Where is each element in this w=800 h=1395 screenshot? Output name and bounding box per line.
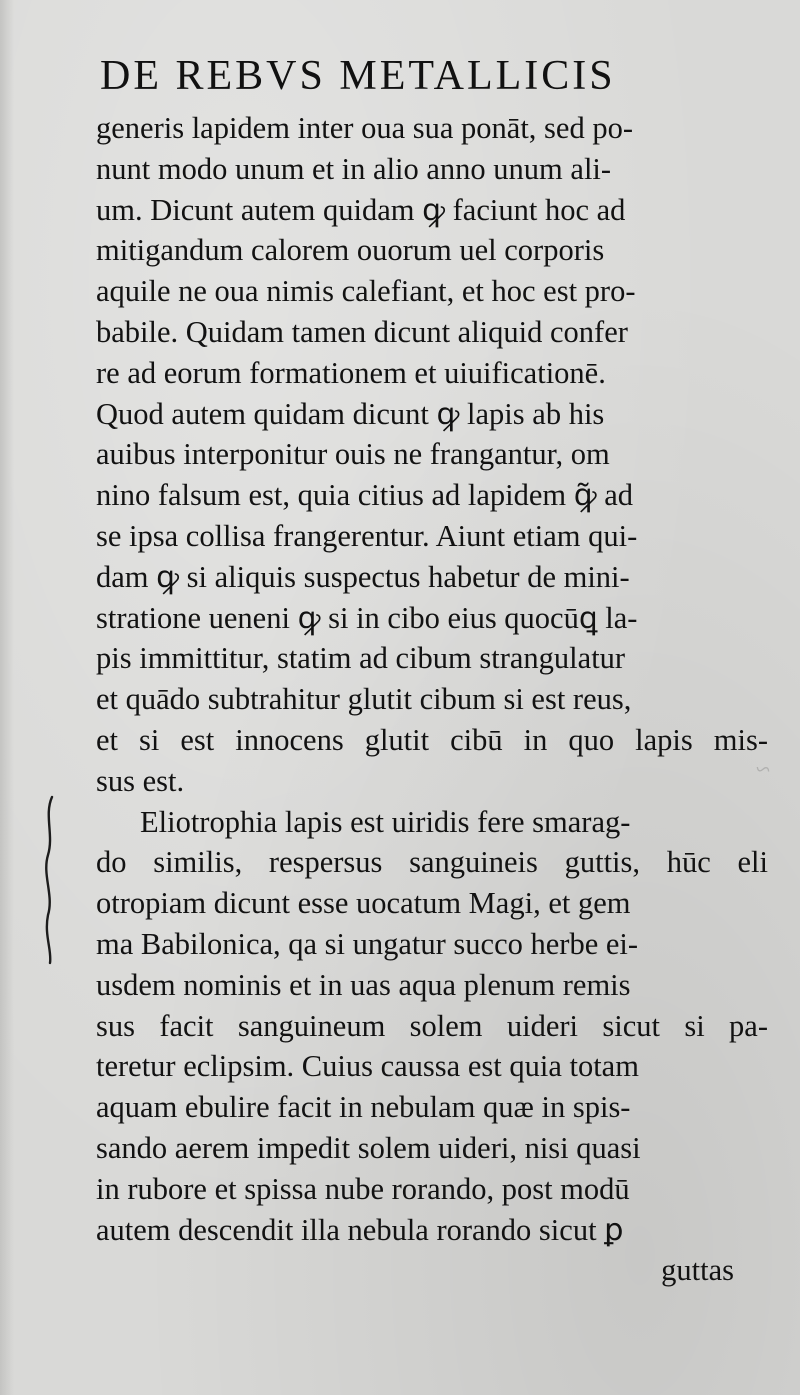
text-line: generis lapidem inter oua sua ponāt, sed po- (96, 111, 633, 145)
text-line: stratione ueneni ꝙ si in cibo eius quocūꝗ la- (96, 600, 638, 635)
text-line: otropiam dicunt esse uocatum Magi, et gem (96, 886, 631, 921)
text-line: dam ꝙ si aliquis suspectus habetur de mini- (96, 559, 630, 594)
text-line: aquam ebulire facit in nebulam quæ in spis- (96, 1090, 631, 1125)
text-line: babile. Quidam tamen dicunt aliquid confer (96, 314, 628, 349)
running-head: DE REBVS METALLICIS (100, 53, 616, 99)
text-line: nunt modo unum et in alio anno unum ali- (96, 151, 612, 186)
body-text (96, 108, 768, 1291)
text-line: in rubore et spissa nube rorando, post modū (96, 1171, 630, 1206)
text-line: teretur eclipsim. Cuius caussa est quia totam (96, 1049, 639, 1084)
text-line: ma Babilonica, qa si ungatur succo herbe ei- (96, 926, 639, 961)
text-line: autem descendit illa nebula rorando sicut ꝑ (96, 1212, 624, 1247)
text-line: sando aerem impedit solem uideri, nisi quasi (96, 1130, 641, 1165)
text-line: nino falsum est, quia citius ad lapidem ꝙ̃ ad (96, 478, 634, 513)
paragraph-start-line: Eliotrophia lapis est uiridis fere smarag- (140, 804, 631, 839)
text-line: do similis, respersus sanguineis guttis, hūc eli (96, 845, 768, 880)
text-line: um. Dicunt autem quidam ꝙ faciunt hoc ad (96, 192, 626, 227)
text-line: pis immittitur, statim ad cibum strangulatur (96, 641, 626, 676)
text-line: et quādo subtrahitur glutit cibum si est reus, (96, 682, 632, 717)
text-line: re ad eorum formationem et uiuificationē. (96, 355, 606, 390)
show-through-text: ~ (755, 755, 770, 784)
text-line: Quod autem quidam dicunt ꝙ lapis ab his (96, 396, 605, 431)
text-line: sus facit sanguineum solem uideri sicut si pa- (96, 1008, 769, 1043)
text-line: sus est. (96, 763, 185, 798)
margin-bracket-mark (40, 795, 60, 965)
text-line: aquile ne oua nimis calefiant, et hoc est pro- (96, 274, 636, 309)
text-line: se ipsa collisa frangerentur. Aiunt etiam qui- (96, 518, 638, 553)
page-edge-shadow (0, 0, 14, 1395)
text-line: auibus interponitur ouis ne frangantur, om (96, 437, 610, 472)
text-line: et si est innocens glutit cibū in quo lapis mis- (96, 722, 768, 757)
text-line: usdem nominis et in uas aqua plenum remis (96, 967, 631, 1002)
text-line: mitigandum calorem ouorum uel corporis (96, 233, 605, 268)
catchword: guttas (661, 1253, 734, 1288)
